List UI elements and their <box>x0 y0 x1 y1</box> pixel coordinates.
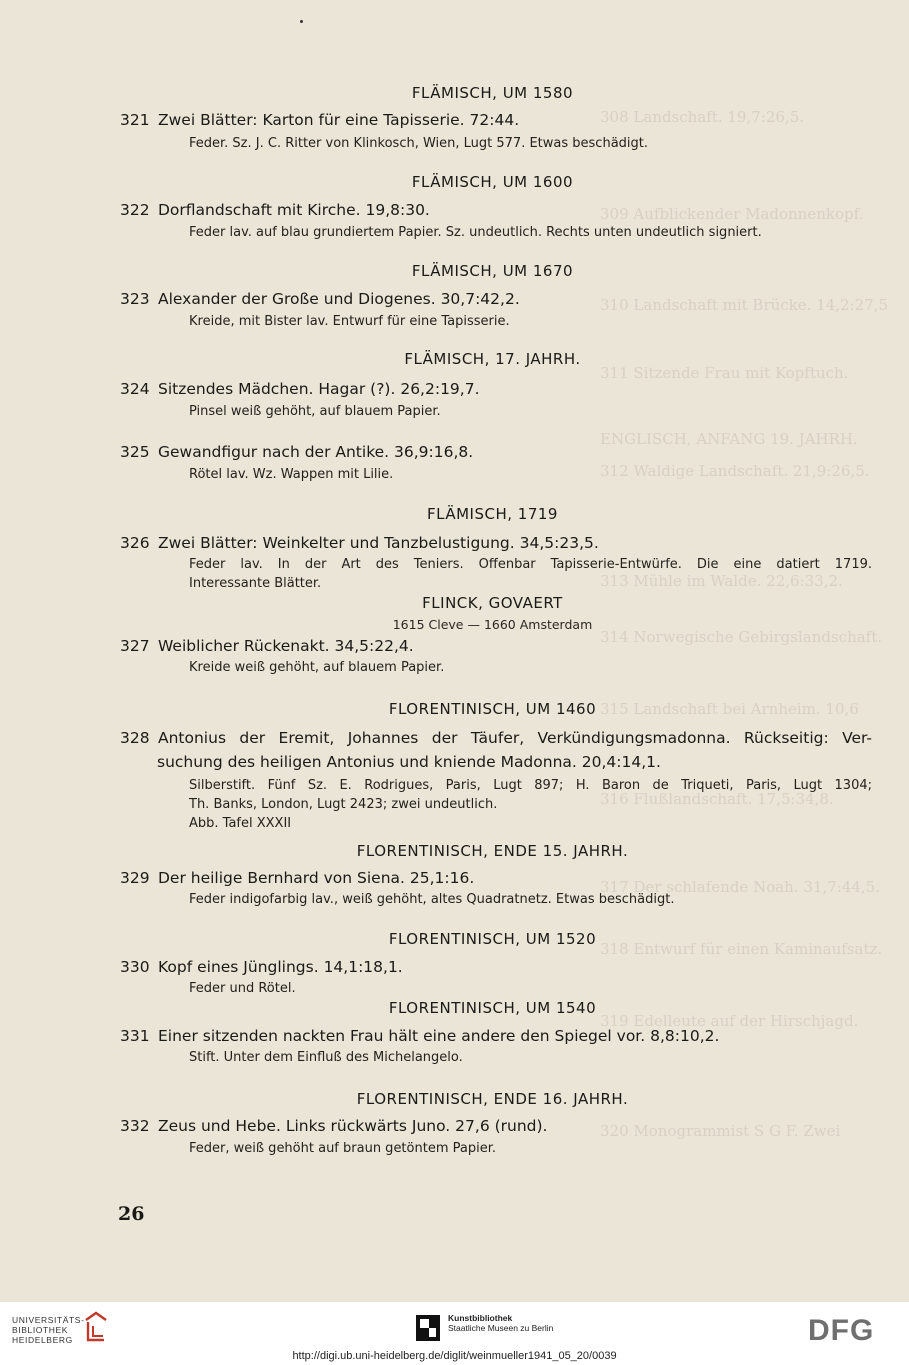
entry-number: 323 <box>120 290 150 308</box>
entry-note <box>189 555 872 593</box>
speck <box>300 20 303 23</box>
entry-number: 328 <box>120 729 150 747</box>
entry-title: Dorflandschaft mit Kirche. 19,8:30. <box>158 201 430 219</box>
section-heading: FLORENTINISCH, UM 1540 <box>388 999 597 1017</box>
catalogue-entry <box>120 531 872 555</box>
entry-note-line: Feder lav. In der Art des Teniers. Offenbar Tapisserie-Entwürfe. Die eine datiert 1719. <box>189 557 872 572</box>
entry-number: 324 <box>120 380 150 398</box>
catalogue-entry <box>120 108 872 132</box>
catalogue-entry <box>120 726 872 774</box>
entry-title: Einer sitzenden nackten Frau hält eine andere den Spiegel vor. 8,8:10,2. <box>158 1027 720 1045</box>
entry-title: Zwei Blätter: Karton für eine Tapisserie. 72:44. <box>158 111 520 129</box>
kunstbibliothek-name[interactable] <box>448 1313 553 1333</box>
catalogue-entry <box>120 955 872 979</box>
entry-number: 321 <box>120 111 150 129</box>
entry-title: Antonius der Eremit, Johannes der Täufer, Verkündigungsmadonna. Rückseitig: Ver- <box>158 729 872 747</box>
university-library-name[interactable] <box>12 1315 85 1345</box>
university-line: UNIVERSITÄTS- <box>12 1315 85 1325</box>
section-heading: FLÄMISCH, UM 1670 <box>411 262 574 280</box>
entry-note <box>189 776 872 833</box>
entry-note-line: Silberstift. Fünf Sz. E. Rodrigues, Paris, Lugt 897; H. Baron de Triqueti, Paris, Lugt 1304; <box>189 778 872 793</box>
entry-note-line: Th. Banks, London, Lugt 2423; zwei undeutlich. <box>189 797 498 812</box>
catalogue-entry <box>120 866 872 890</box>
entry-title: Der heilige Bernhard von Siena. 25,1:16. <box>158 869 475 887</box>
university-line: HEIDELBERG <box>12 1335 73 1345</box>
section-heading: FLÄMISCH, 1719 <box>427 505 558 523</box>
entry-note: Feder, weiß gehöht auf braun getöntem Papier. <box>189 1141 496 1156</box>
university-line: BIBLIOTHEK <box>12 1325 69 1335</box>
catalogue-entry <box>120 1114 872 1138</box>
catalogue-entry <box>120 377 872 401</box>
entry-title: Gewandfigur nach der Antike. 36,9:16,8. <box>158 443 474 461</box>
entry-title: Kopf eines Jünglings. 14,1:18,1. <box>158 958 403 976</box>
catalogue-entry <box>120 440 872 464</box>
scanned-page: 308 Landschaft. 19,7:26,5. 309 Aufblickender Madonnenkopf. 310 Landschaft mit Brücke. 14,2:27,5 311 Sitzende Frau mit Kopftuch. ENGLISCH, ANFANG 19. JAHRH. 312 Waldige Landschaft. 21,9:26,5. 313 Mühle im Walde. 22,6:33,2. 314 Norwegische Gebirgslandschaft. 315 Landschaft bei Arnheim. 10,6 316 Flußlandschaft. 17,5:34,8. 317 Der schlafende Noah. 31,7:44,5. 318 Entwurf für einen Kaminaufsatz. 319 Edelleute auf der Hirschjagd. 320 Monogrammist S G F. Zwei FLÄMISCH, UM 1580 321 Zwei Blätter: Karton für eine Tapisserie. 72:44. Feder. Sz. J. C. Ritter von Klinkosch, Wien, Lugt 577. Etwas beschädigt. FLÄMISCH, UM 1600 322 Dorflandschaft mit Kirche. 19,8:30. Feder lav. auf blau grundiertem Papier. Sz. undeutlich. Rechts unten undeutlich signiert. FLÄMISCH, UM 1670 323 Alexander der Große und Diogenes. 30,7:42,2. Kreide, mit Bister lav. Entwurf für eine Tapisserie. FLÄMISCH, 17. JAHRH. 324 Sitzendes Mädchen. Hagar (?). 26,2:19,7. Pinsel weiß gehöht, auf blauem Papier. 325 Gewandfigur nach der Antike. 36,9:16,8. Rötel lav. Wz. Wappen mit Lilie. FLÄMISCH, 1719 326 Zwei Blätter: Weinkelter und Tanzbelustigung. 34,5:23,5. Feder lav. In der Art des Teniers. Offenbar Tapisserie-Entwürfe. Die eine datiert 1719. Interessante Blätter. FLINCK, GOVAERT 1615 Cleve — 1660 Amsterdam 327 Weiblicher Rückenakt. 34,5:22,4. Kreide weiß gehöht, auf blauem Papier. FLORENTINISCH, UM 1460 328 Antonius der Eremit, Johannes der Täufer, Verkündigungsmadonna. Rückseitig: Ver- suchung des heiligen Antonius und kniende Madonna. 20,4:14,1. Silberstift. Fünf Sz. E. Rodrigues, Paris, Lugt 897; H. Baron de Triqueti, Paris, Lugt 1304; Th. Banks, London, Lugt 2423; zwei undeutlich. Abb. Tafel XXXII FLORENTINISCH, ENDE 15. JAHRH. 329 Der heilige Bernhard von Siena. 25,1:16. Feder indigofarbig lav., weiß gehöht, altes Quadratnetz. Etwas beschädigt. FLORENTINISCH, UM 1520 330 Kopf eines Jünglings. 14,1:18,1. Feder und Rötel. FLORENTINISCH, UM 1540 331 Einer sitzenden nackten Frau hält eine andere den Spiegel vor. 8,8:10,2. Stift. Unter dem Einfluß des Michelangelo. FLORENTINISCH, ENDE 16. JAHRH. 332 Zeus und Hebe. Links rückwärts Juno. 27,6 (rund). Feder, weiß gehöht auf braun getöntem Papier. 26 <box>0 0 909 1302</box>
section-heading: FLORENTINISCH, UM 1460 <box>388 700 597 718</box>
entry-note-line: Interessante Blätter. <box>189 576 322 591</box>
entry-number: 329 <box>120 869 150 887</box>
entry-title: Alexander der Große und Diogenes. 30,7:42,2. <box>158 290 520 308</box>
catalogue-entry <box>120 287 872 311</box>
entry-title-continued: suchung des heiligen Antonius und kniende Madonna. 20,4:14,1. <box>157 753 661 771</box>
entry-note: Feder lav. auf blau grundiertem Papier. Sz. undeutlich. Rechts unten undeutlich signiert. <box>189 225 762 240</box>
section-heading: FLÄMISCH, UM 1580 <box>411 84 574 102</box>
university-logo-icon[interactable] <box>82 1310 110 1344</box>
catalogue-entry <box>120 1024 872 1048</box>
entry-note: Pinsel weiß gehöht, auf blauem Papier. <box>189 404 441 419</box>
section-heading: FLORENTINISCH, UM 1520 <box>388 930 597 948</box>
dfg-logo[interactable]: DFG <box>808 1314 875 1347</box>
entry-number: 330 <box>120 958 150 976</box>
entry-number: 331 <box>120 1027 150 1045</box>
entry-number: 327 <box>120 637 150 655</box>
entry-title: Zwei Blätter: Weinkelter und Tanzbelustigung. 34,5:23,5. <box>158 534 599 552</box>
entry-note: Stift. Unter dem Einfluß des Michelangelo. <box>189 1050 463 1065</box>
section-heading: FLÄMISCH, UM 1600 <box>411 173 574 191</box>
source-url-link[interactable]: http://digi.ub.uni-heidelberg.de/diglit/weinmueller1941_05_20/0039 <box>292 1350 617 1362</box>
entry-note: Feder. Sz. J. C. Ritter von Klinkosch, Wien, Lugt 577. Etwas beschädigt. <box>189 136 649 151</box>
kunstbibliothek-title: Kunstbibliothek <box>448 1313 513 1323</box>
entry-note: Kreide weiß gehöht, auf blauem Papier. <box>189 660 445 675</box>
section-heading: FLÄMISCH, 17. JAHRH. <box>404 350 581 368</box>
kunstbibliothek-subtitle: Staatliche Museen zu Berlin <box>448 1323 554 1333</box>
catalogue-entry <box>120 634 872 658</box>
entry-note: Kreide, mit Bister lav. Entwurf für eine Tapisserie. <box>189 314 510 329</box>
entry-number: 322 <box>120 201 150 219</box>
section-heading: FLORENTINISCH, ENDE 16. JAHRH. <box>356 1090 629 1108</box>
entry-note: Feder indigofarbig lav., weiß gehöht, altes Quadratnetz. Etwas beschädigt. <box>189 892 675 907</box>
kunstbibliothek-logo-icon[interactable] <box>414 1313 442 1343</box>
entry-number: 326 <box>120 534 150 552</box>
entry-title: Weiblicher Rückenakt. 34,5:22,4. <box>158 637 414 655</box>
entry-note: Rötel lav. Wz. Wappen mit Lilie. <box>189 467 394 482</box>
artist-life-dates: 1615 Cleve — 1660 Amsterdam <box>392 617 593 632</box>
entry-number: 332 <box>120 1117 150 1135</box>
section-heading: FLORENTINISCH, ENDE 15. JAHRH. <box>356 842 629 860</box>
section-heading: FLINCK, GOVAERT <box>422 594 563 612</box>
page-number: 26 <box>118 1203 145 1225</box>
entry-title: Zeus und Hebe. Links rückwärts Juno. 27,6 (rund). <box>158 1117 548 1135</box>
entry-number: 325 <box>120 443 150 461</box>
plate-reference: Abb. Tafel XXXII <box>189 816 292 831</box>
catalogue-entry <box>120 198 872 222</box>
entry-note: Feder und Rötel. <box>189 981 296 996</box>
entry-title: Sitzendes Mädchen. Hagar (?). 26,2:19,7. <box>158 380 480 398</box>
